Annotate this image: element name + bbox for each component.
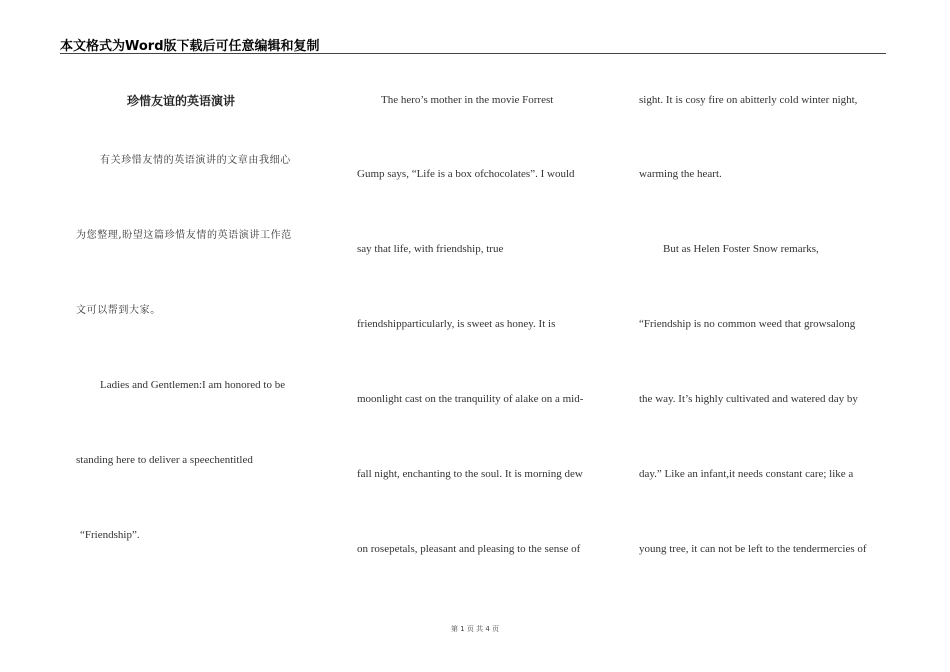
page-number-footer: 第 1 页 共 4 页 (450, 625, 500, 633)
text-line: But as Helen Foster Snow remarks, (663, 243, 819, 255)
text-line: 文可以帮到大家。 (76, 305, 161, 316)
text-line: fall night, enchanting to the soul. It is morning dew (357, 468, 583, 480)
text-line: sight. It is cosy fire on abitterly cold winter night, (639, 94, 858, 106)
text-line: on rosepetals, pleasant and pleasing to the sense of (357, 543, 581, 555)
text-line: say that life, with friendship, true (357, 243, 504, 255)
document-title: 珍惜友谊的英语演讲 (127, 94, 236, 108)
text-line: The hero’s mother in the movie Forrest (381, 94, 554, 106)
text-line: day.” Like an infant,it needs constant care; like a (639, 468, 854, 480)
text-line: Ladies and Gentlemen:I am honored to be (100, 379, 286, 391)
text-line: 有关珍惜友情的英语演讲的文章由我细心 (100, 155, 291, 166)
text-line: standing here to deliver a speechentitled (76, 454, 253, 466)
text-line: 为您整理,盼望这篇珍惜友情的英语演讲工作范 (76, 230, 292, 241)
text-line: “Friendship is no common weed that growsalong (639, 318, 856, 330)
text-line: the way. It’s highly cultivated and watered day by (639, 393, 858, 405)
text-line: “Friendship”. (80, 529, 140, 541)
page-header (60, 35, 886, 54)
text-line: Gump says, “Life is a box ofchocolates”. I would (357, 168, 575, 180)
header-text: 本文格式为Word版下载后可任意编辑和复制 (60, 39, 320, 54)
text-line: warming the heart. (639, 168, 722, 180)
text-line: young tree, it can not be left to the tendermercies of (639, 543, 867, 555)
text-line: friendshipparticularly, is sweet as honey. It is (357, 318, 556, 330)
text-line: moonlight cast on the tranquility of alake on a mid- (357, 393, 584, 405)
